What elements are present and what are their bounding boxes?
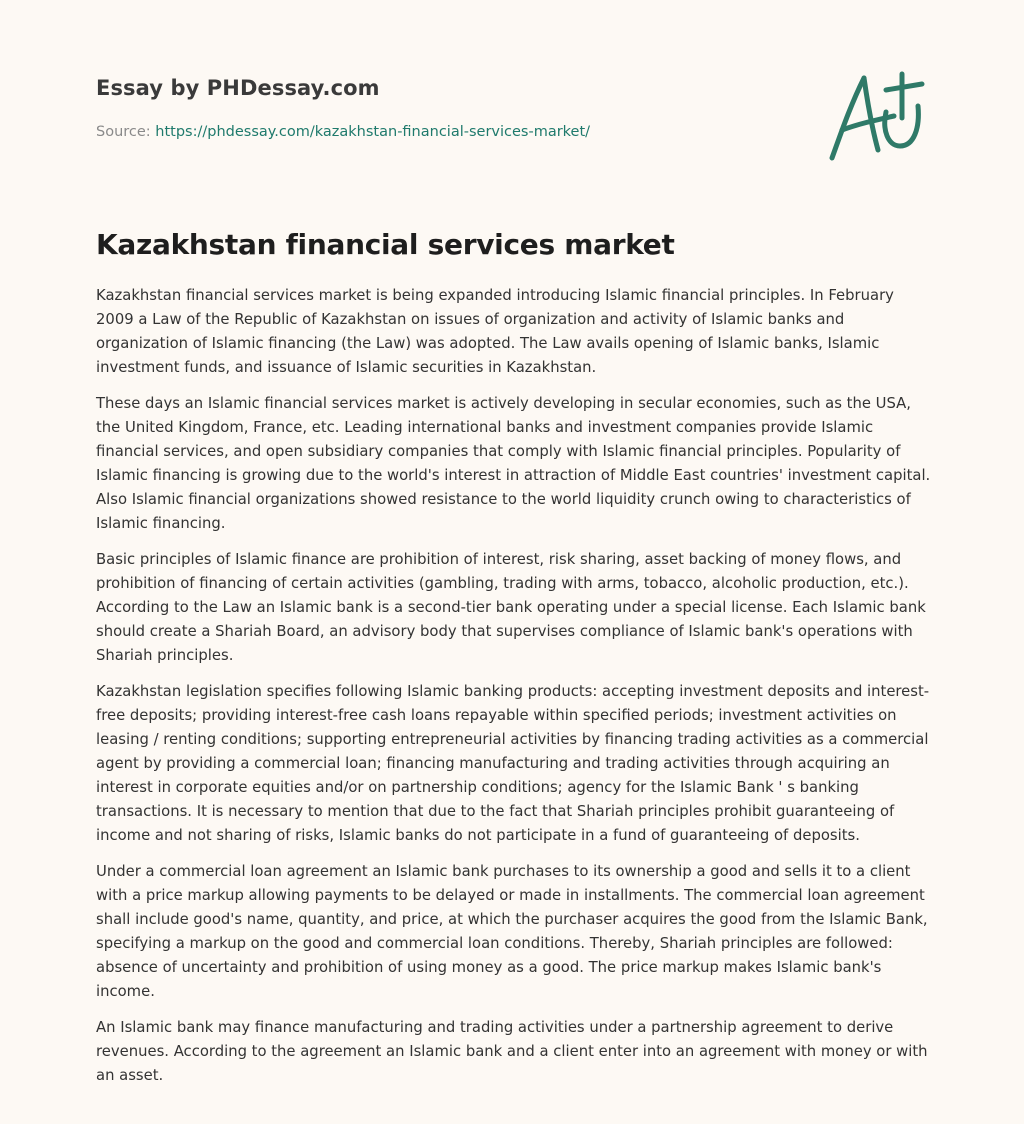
article-paragraph: Under a commercial loan agreement an Islamic bank purchases to its ownership a good and sells it to a client with a price markup allowing payments to be delayed or made in installments. The commercial loan agreement shall include good's name, quantity, and price, at which the purchaser acquires the good from the Islamic Bank, specifying a markup on the good and commercial loan conditions. Thereby, Shariah principles are followed: absence of uncertainty and prohibition of using money as a good. The price markup makes Islamic bank's income. [96,863,928,1000]
article-paragraph: Kazakhstan legislation specifies following Islamic banking products: accepting investment deposits and interest-free deposits; providing interest-free cash loans repayable within specified periods; investment activities on leasing / renting conditions; supporting entrepreneurial activities by financing trading activities as a commercial agent by providing a commercial loan; financing manufacturing and trading activities through acquiring an interest in corporate equities and/or on partnership conditions; agency for the Islamic Bank ' s banking transactions. It is necessary to mention that due to the fact that Shariah principles prohibit guaranteeing of income and not sharing of risks, Islamic banks do not participate in a fund of guaranteeing of deposits. [96,683,930,844]
article [96,226,932,1100]
article-paragraph: Kazakhstan financial services market is being expanded introducing Islamic financial principles. In February 2009 a Law of the Republic of Kazakhstan on issues of organization and activity of Islamic banks and organization of Islamic financing (the Law) was adopted. The Law avails opening of Islamic banks, Islamic investment funds, and issuance of Islamic securities in Kazakhstan. [96,287,894,376]
page-header [96,0,928,200]
source-label: Source: [96,124,156,140]
source-line [96,124,590,140]
a-plus-logo-icon [824,66,928,166]
article-paragraph: Basic principles of Islamic finance are prohibition of interest, risk sharing, asset backing of money flows, and prohibition of financing of certain activities (gambling, trading with arms, tobacco, alcoholic production, etc.). According to the Law an Islamic bank is a second-tier bank operating under a special license. Each Islamic bank should create a Shariah Board, an advisory body that supervises compliance of Islamic bank's operations with Shariah principles. [96,551,926,664]
article-title: Kazakhstan financial services market [96,228,675,261]
article-paragraph: An Islamic bank may finance manufacturing and trading activities under a partnership agreement to derive revenues. According to the agreement an Islamic bank and a client enter into an agreement with money or with an asset. [96,1019,928,1084]
article-paragraph: These days an Islamic financial services market is actively developing in secular economies, such as the USA, the United Kingdom, France, etc. Leading international banks and investment companies provide Islamic financial services, and open subsidiary companies that comply with Islamic financial principles. Popularity of Islamic financing is growing due to the world's interest in attraction of Middle East countries' investment capital. Also Islamic financial organizations showed resistance to the world liquidity crunch owing to characteristics of Islamic financing. [96,395,931,532]
source-link[interactable]: https://phdessay.com/kazakhstan-financial-services-market/ [155,124,591,140]
site-title: Essay by PHDessay.com [96,76,380,100]
